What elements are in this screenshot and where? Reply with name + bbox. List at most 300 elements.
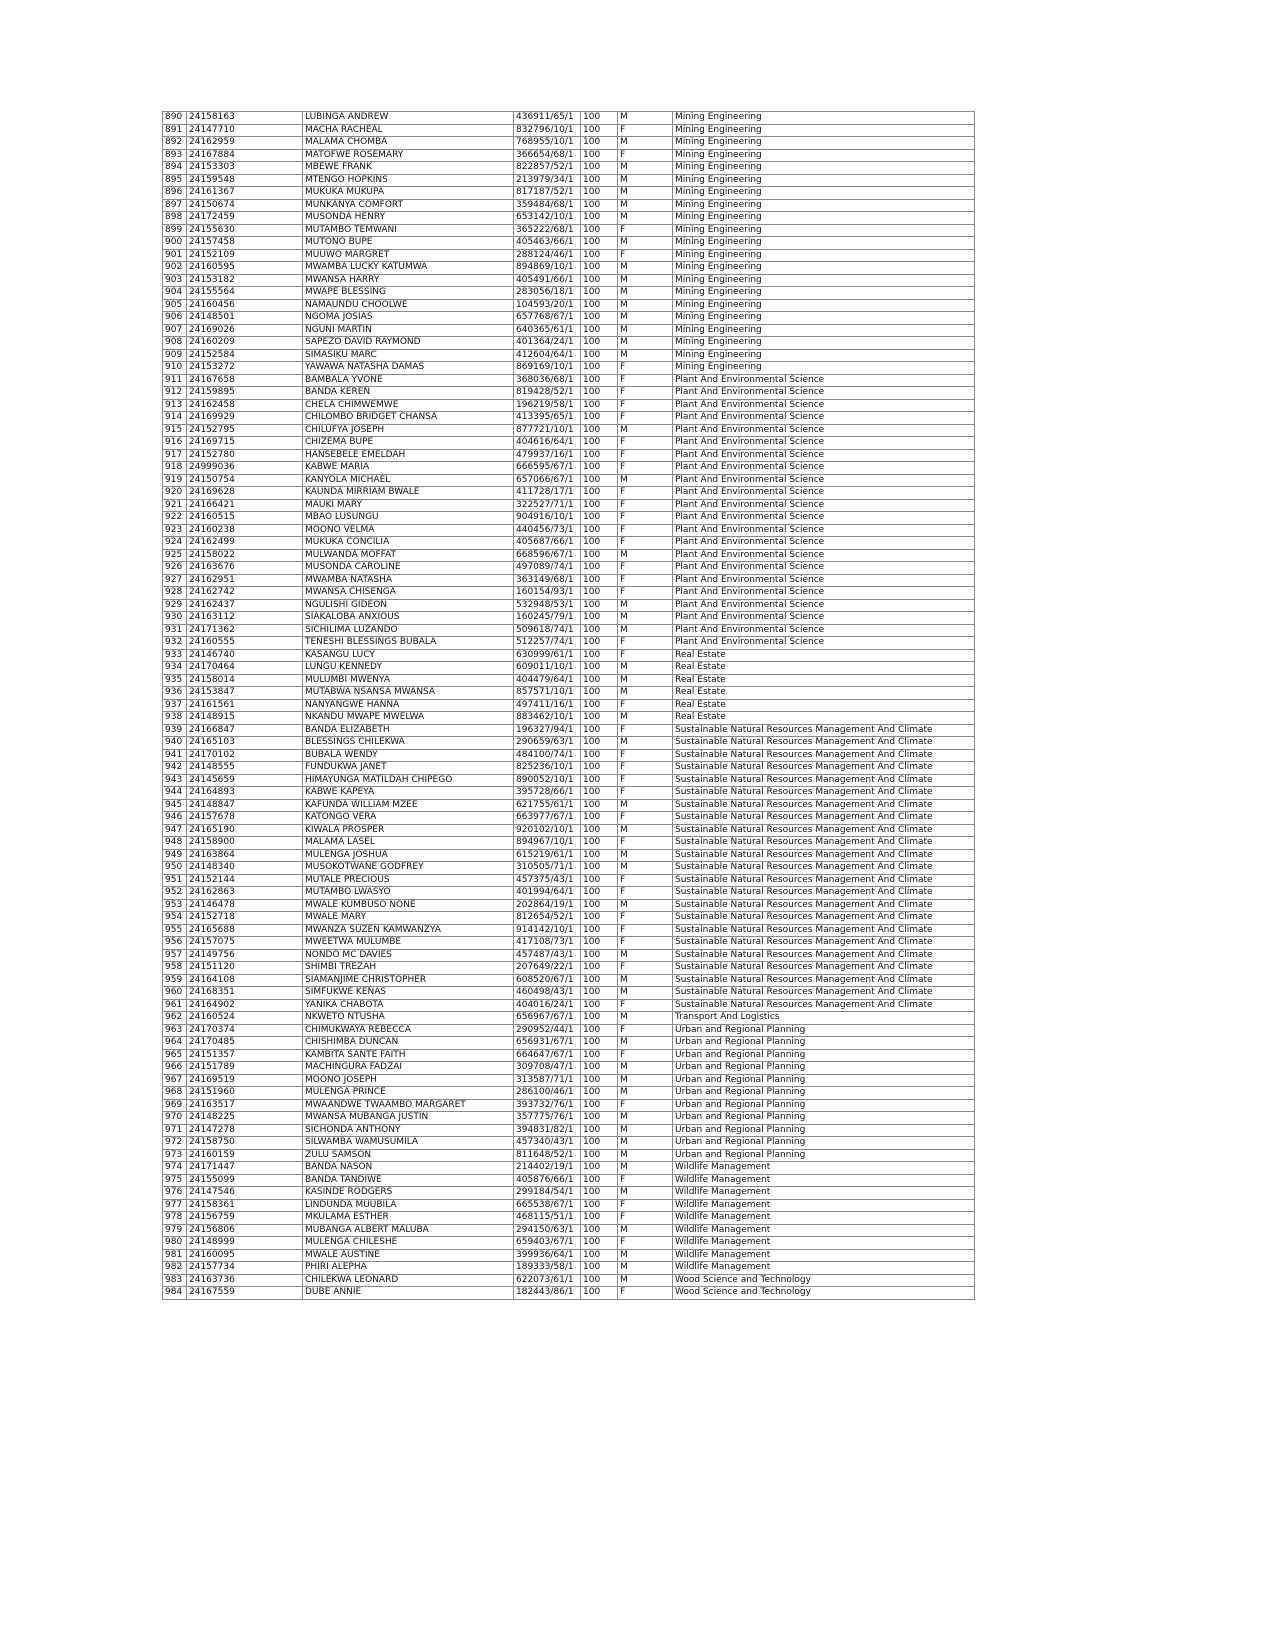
student-id-cell: 24162951	[187, 574, 303, 587]
programme-cell: Mining Engineering	[673, 212, 975, 225]
nrc-number-cell: 656967/67/1	[514, 1012, 581, 1025]
row-number-cell: 916	[163, 437, 187, 450]
programme-cell: Sustainable Natural Resources Management And Climate	[673, 887, 975, 900]
student-id-cell: 24158022	[187, 549, 303, 562]
student-name-cell: MOONO JOSEPH	[303, 1074, 514, 1087]
programme-cell: Plant And Environmental Science	[673, 412, 975, 425]
sex-cell: F	[618, 449, 673, 462]
student-name-cell: MWAANDWE TWAAMBO MARGARET	[303, 1099, 514, 1112]
nrc-number-cell: 363149/68/1	[514, 574, 581, 587]
row-number-cell: 928	[163, 587, 187, 600]
score-cell: 100	[581, 324, 618, 337]
table-row	[163, 387, 975, 400]
row-number-cell: 970	[163, 1112, 187, 1125]
nrc-number-cell: 405463/66/1	[514, 237, 581, 250]
programme-cell: Sustainable Natural Resources Management And Climate	[673, 812, 975, 825]
student-name-cell: KAFUNDA WILLIAM MZEE	[303, 799, 514, 812]
programme-cell: Real Estate	[673, 674, 975, 687]
score-cell: 100	[581, 812, 618, 825]
table-row	[163, 662, 975, 675]
student-name-cell: MUTAMBO LWASYO	[303, 887, 514, 900]
student-id-cell: 24159548	[187, 174, 303, 187]
student-name-cell: MAUKI MARY	[303, 499, 514, 512]
sex-cell: F	[618, 1099, 673, 1112]
programme-cell: Wood Science and Technology	[673, 1287, 975, 1300]
row-number-cell: 974	[163, 1162, 187, 1175]
sex-cell: F	[618, 962, 673, 975]
nrc-number-cell: 357775/76/1	[514, 1112, 581, 1125]
score-cell: 100	[581, 699, 618, 712]
score-cell: 100	[581, 1262, 618, 1275]
score-cell: 100	[581, 974, 618, 987]
sex-cell: M	[618, 949, 673, 962]
table-row	[163, 774, 975, 787]
row-number-cell: 981	[163, 1249, 187, 1262]
student-id-cell: 24152584	[187, 349, 303, 362]
table-row	[163, 1087, 975, 1100]
student-id-cell: 24153272	[187, 362, 303, 375]
table-row	[163, 1212, 975, 1225]
sex-cell: F	[618, 437, 673, 450]
student-name-cell: DUBE ANNIE	[303, 1287, 514, 1300]
programme-cell: Plant And Environmental Science	[673, 487, 975, 500]
student-id-cell: 24159895	[187, 387, 303, 400]
row-number-cell: 903	[163, 274, 187, 287]
score-cell: 100	[581, 462, 618, 475]
student-name-cell: BANDA NASON	[303, 1162, 514, 1175]
table-row	[163, 249, 975, 262]
sex-cell: F	[618, 224, 673, 237]
nrc-number-cell: 412604/64/1	[514, 349, 581, 362]
row-number-cell: 919	[163, 474, 187, 487]
programme-cell: Plant And Environmental Science	[673, 512, 975, 525]
student-name-cell: NONDO MC DAVIES	[303, 949, 514, 962]
row-number-cell: 941	[163, 749, 187, 762]
programme-cell: Wildlife Management	[673, 1262, 975, 1275]
row-number-cell: 905	[163, 299, 187, 312]
programme-cell: Plant And Environmental Science	[673, 449, 975, 462]
student-id-cell: 24158361	[187, 1199, 303, 1212]
nrc-number-cell: 664647/67/1	[514, 1049, 581, 1062]
row-number-cell: 939	[163, 724, 187, 737]
student-id-cell: 24147710	[187, 124, 303, 137]
nrc-number-cell: 290659/63/1	[514, 737, 581, 750]
sex-cell: M	[618, 1262, 673, 1275]
score-cell: 100	[581, 387, 618, 400]
student-id-cell: 24170464	[187, 662, 303, 675]
student-name-cell: MWALE MARY	[303, 912, 514, 925]
score-cell: 100	[581, 1137, 618, 1150]
table-row	[163, 374, 975, 387]
nrc-number-cell: 460498/43/1	[514, 987, 581, 1000]
sex-cell: F	[618, 1287, 673, 1300]
row-number-cell: 951	[163, 874, 187, 887]
table-row	[163, 449, 975, 462]
student-name-cell: KASINDE RODGERS	[303, 1187, 514, 1200]
table-row	[163, 874, 975, 887]
nrc-number-cell: 657066/67/1	[514, 474, 581, 487]
table-row	[163, 1237, 975, 1250]
row-number-cell: 915	[163, 424, 187, 437]
sex-cell: F	[618, 1049, 673, 1062]
score-cell: 100	[581, 1249, 618, 1262]
row-number-cell: 966	[163, 1062, 187, 1075]
table-row	[163, 299, 975, 312]
row-number-cell: 977	[163, 1199, 187, 1212]
table-row	[163, 1224, 975, 1237]
sex-cell: F	[618, 487, 673, 500]
table-row	[163, 137, 975, 150]
student-id-cell: 24152780	[187, 449, 303, 462]
programme-cell: Mining Engineering	[673, 274, 975, 287]
sex-cell: M	[618, 824, 673, 837]
student-name-cell: MWALE KUMBUSO NONE	[303, 899, 514, 912]
row-number-cell: 924	[163, 537, 187, 550]
student-name-cell: BAMBALA YVONE	[303, 374, 514, 387]
sex-cell: F	[618, 912, 673, 925]
student-id-cell: 24152144	[187, 874, 303, 887]
student-name-cell: MUTONO BUPE	[303, 237, 514, 250]
student-id-cell: 24170374	[187, 1024, 303, 1037]
nrc-number-cell: 512257/74/1	[514, 637, 581, 650]
student-id-cell: 24160555	[187, 637, 303, 650]
table-row	[163, 462, 975, 475]
programme-cell: Mining Engineering	[673, 287, 975, 300]
score-cell: 100	[581, 374, 618, 387]
nrc-number-cell: 665538/67/1	[514, 1199, 581, 1212]
programme-cell: Mining Engineering	[673, 299, 975, 312]
student-name-cell: MULENGA JOSHUA	[303, 849, 514, 862]
student-id-cell: 24160595	[187, 262, 303, 275]
row-number-cell: 942	[163, 762, 187, 775]
student-id-cell: 24163736	[187, 1274, 303, 1287]
student-name-cell: BANDA TANDIWE	[303, 1174, 514, 1187]
table-row	[163, 149, 975, 162]
programme-cell: Urban and Regional Planning	[673, 1087, 975, 1100]
score-cell: 100	[581, 249, 618, 262]
student-name-cell: KASANGU LUCY	[303, 649, 514, 662]
student-name-cell: MULENGA PRINCE	[303, 1087, 514, 1100]
programme-cell: Plant And Environmental Science	[673, 499, 975, 512]
student-name-cell: NGUNI MARTIN	[303, 324, 514, 337]
sex-cell: M	[618, 1124, 673, 1137]
table-row	[163, 437, 975, 450]
student-id-cell: 24172459	[187, 212, 303, 225]
nrc-number-cell: 160245/79/1	[514, 612, 581, 625]
score-cell: 100	[581, 649, 618, 662]
programme-cell: Mining Engineering	[673, 112, 975, 125]
sex-cell: F	[618, 524, 673, 537]
row-number-cell: 932	[163, 637, 187, 650]
sex-cell: M	[618, 299, 673, 312]
score-cell: 100	[581, 524, 618, 537]
table-row	[163, 787, 975, 800]
score-cell: 100	[581, 1049, 618, 1062]
student-id-cell: 24169929	[187, 412, 303, 425]
row-number-cell: 909	[163, 349, 187, 362]
row-number-cell: 955	[163, 924, 187, 937]
student-id-cell: 24151789	[187, 1062, 303, 1075]
student-name-cell: MUBANGA ALBERT MALUBA	[303, 1224, 514, 1237]
table-row	[163, 974, 975, 987]
student-id-cell: 24147278	[187, 1124, 303, 1137]
score-cell: 100	[581, 412, 618, 425]
score-cell: 100	[581, 824, 618, 837]
student-name-cell: MALAMA LASEL	[303, 837, 514, 850]
table-row	[163, 349, 975, 362]
programme-cell: Mining Engineering	[673, 199, 975, 212]
nrc-number-cell: 920102/10/1	[514, 824, 581, 837]
score-cell: 100	[581, 624, 618, 637]
sex-cell: M	[618, 737, 673, 750]
nrc-number-cell: 310505/71/1	[514, 862, 581, 875]
programme-cell: Plant And Environmental Science	[673, 437, 975, 450]
row-number-cell: 963	[163, 1024, 187, 1037]
sex-cell: M	[618, 1137, 673, 1150]
student-id-cell: 24166421	[187, 499, 303, 512]
student-name-cell: MULWANDA MOFFAT	[303, 549, 514, 562]
student-id-cell: 24148999	[187, 1237, 303, 1250]
student-name-cell: NGULISHI GIDEON	[303, 599, 514, 612]
programme-cell: Wildlife Management	[673, 1162, 975, 1175]
student-id-cell: 24162742	[187, 587, 303, 600]
nrc-number-cell: 290952/44/1	[514, 1024, 581, 1037]
student-id-cell: 24160159	[187, 1149, 303, 1162]
table-row	[163, 612, 975, 625]
nrc-number-cell: 365222/68/1	[514, 224, 581, 237]
programme-cell: Mining Engineering	[673, 249, 975, 262]
score-cell: 100	[581, 1274, 618, 1287]
nrc-number-cell: 630999/61/1	[514, 649, 581, 662]
student-id-cell: 24170102	[187, 749, 303, 762]
student-name-cell: LUNGU KENNEDY	[303, 662, 514, 675]
student-id-cell: 24164902	[187, 999, 303, 1012]
score-cell: 100	[581, 262, 618, 275]
table-row	[163, 1187, 975, 1200]
student-id-cell: 24160456	[187, 299, 303, 312]
nrc-number-cell: 894869/10/1	[514, 262, 581, 275]
nrc-number-cell: 904916/10/1	[514, 512, 581, 525]
row-number-cell: 936	[163, 687, 187, 700]
programme-cell: Wildlife Management	[673, 1237, 975, 1250]
score-cell: 100	[581, 299, 618, 312]
nrc-number-cell: 659403/67/1	[514, 1237, 581, 1250]
score-cell: 100	[581, 562, 618, 575]
score-cell: 100	[581, 1087, 618, 1100]
sex-cell: M	[618, 549, 673, 562]
student-name-cell: SIAMANJIME CHRISTOPHER	[303, 974, 514, 987]
table-row	[163, 324, 975, 337]
row-number-cell: 900	[163, 237, 187, 250]
table-row	[163, 1162, 975, 1175]
row-number-cell: 937	[163, 699, 187, 712]
sex-cell: M	[618, 162, 673, 175]
programme-cell: Sustainable Natural Resources Management And Climate	[673, 724, 975, 737]
student-id-cell: 24146478	[187, 899, 303, 912]
score-cell: 100	[581, 162, 618, 175]
student-name-cell: CHIMUKWAYA REBECCA	[303, 1024, 514, 1037]
student-name-cell: MUTABWA NSANSA MWANSA	[303, 687, 514, 700]
score-cell: 100	[581, 912, 618, 925]
row-number-cell: 890	[163, 112, 187, 125]
table-row	[163, 749, 975, 762]
sex-cell: F	[618, 399, 673, 412]
student-name-cell: SAPEZO DAVID RAYMOND	[303, 337, 514, 350]
score-cell: 100	[581, 362, 618, 375]
student-name-cell: MUTAMBO TEMWANI	[303, 224, 514, 237]
student-name-cell: MWANSA CHISENGA	[303, 587, 514, 600]
table-row	[163, 362, 975, 375]
sex-cell: M	[618, 262, 673, 275]
programme-cell: Plant And Environmental Science	[673, 637, 975, 650]
nrc-number-cell: 622073/61/1	[514, 1274, 581, 1287]
programme-cell: Sustainable Natural Resources Management And Climate	[673, 837, 975, 850]
table-row	[163, 1037, 975, 1050]
row-number-cell: 920	[163, 487, 187, 500]
student-name-cell: MUKUKA CONCILIA	[303, 537, 514, 550]
score-cell: 100	[581, 1149, 618, 1162]
table-row	[163, 274, 975, 287]
programme-cell: Mining Engineering	[673, 137, 975, 150]
nrc-number-cell: 479937/16/1	[514, 449, 581, 462]
row-number-cell: 979	[163, 1224, 187, 1237]
nrc-number-cell: 366654/68/1	[514, 149, 581, 162]
row-number-cell: 918	[163, 462, 187, 475]
score-cell: 100	[581, 849, 618, 862]
student-id-cell: 24148555	[187, 762, 303, 775]
student-name-cell: BANDA ELIZABETH	[303, 724, 514, 737]
student-id-cell: 24151120	[187, 962, 303, 975]
programme-cell: Sustainable Natural Resources Management And Climate	[673, 749, 975, 762]
nrc-number-cell: 417108/73/1	[514, 937, 581, 950]
student-name-cell: NANYANGWE HANNA	[303, 699, 514, 712]
nrc-number-cell: 322527/71/1	[514, 499, 581, 512]
row-number-cell: 984	[163, 1287, 187, 1300]
sex-cell: M	[618, 1074, 673, 1087]
nrc-number-cell: 288124/46/1	[514, 249, 581, 262]
row-number-cell: 949	[163, 849, 187, 862]
row-number-cell: 940	[163, 737, 187, 750]
nrc-number-cell: 196327/94/1	[514, 724, 581, 737]
row-number-cell: 934	[163, 662, 187, 675]
nrc-number-cell: 532948/53/1	[514, 599, 581, 612]
table-row	[163, 1074, 975, 1087]
student-id-cell: 24163112	[187, 612, 303, 625]
score-cell: 100	[581, 962, 618, 975]
sex-cell: M	[618, 1162, 673, 1175]
sex-cell: F	[618, 812, 673, 825]
nrc-number-cell: 819428/52/1	[514, 387, 581, 400]
student-id-cell: 24156806	[187, 1224, 303, 1237]
nrc-number-cell: 313587/71/1	[514, 1074, 581, 1087]
student-id-cell: 24169026	[187, 324, 303, 337]
row-number-cell: 956	[163, 937, 187, 950]
table-row	[163, 262, 975, 275]
programme-cell: Real Estate	[673, 662, 975, 675]
programme-cell: Transport And Logistics	[673, 1012, 975, 1025]
score-cell: 100	[581, 149, 618, 162]
nrc-number-cell: 811648/52/1	[514, 1149, 581, 1162]
score-cell: 100	[581, 112, 618, 125]
nrc-number-cell: 825236/10/1	[514, 762, 581, 775]
sex-cell: M	[618, 237, 673, 250]
table-row	[163, 1024, 975, 1037]
student-name-cell: YANIKA CHABOTA	[303, 999, 514, 1012]
student-name-cell: SIMFUKWE KENAS	[303, 987, 514, 1000]
student-id-cell: 24160524	[187, 1012, 303, 1025]
student-name-cell: MWAPE BLESSING	[303, 287, 514, 300]
nrc-number-cell: 663977/67/1	[514, 812, 581, 825]
student-name-cell: MUSONDA CAROLINE	[303, 562, 514, 575]
student-name-cell: HANSEBELE EMELDAH	[303, 449, 514, 462]
sex-cell: M	[618, 849, 673, 862]
sex-cell: F	[618, 149, 673, 162]
student-name-cell: MUTALE PRECIOUS	[303, 874, 514, 887]
score-cell: 100	[581, 987, 618, 1000]
student-id-cell: 24158163	[187, 112, 303, 125]
sex-cell: M	[618, 212, 673, 225]
table-row	[163, 799, 975, 812]
nrc-number-cell: 869169/10/1	[514, 362, 581, 375]
sex-cell: M	[618, 112, 673, 125]
student-id-cell: 24148915	[187, 712, 303, 725]
student-id-cell: 24145659	[187, 774, 303, 787]
row-number-cell: 962	[163, 1012, 187, 1025]
row-number-cell: 896	[163, 187, 187, 200]
student-name-cell: TENESHI BLESSINGS BUBALA	[303, 637, 514, 650]
student-id-cell: 24158750	[187, 1137, 303, 1150]
table-row	[163, 1174, 975, 1187]
table-row	[163, 1149, 975, 1162]
student-id-cell: 24151357	[187, 1049, 303, 1062]
score-cell: 100	[581, 712, 618, 725]
student-id-cell: 24153303	[187, 162, 303, 175]
row-number-cell: 891	[163, 124, 187, 137]
student-id-cell: 24155099	[187, 1174, 303, 1187]
nrc-number-cell: 883462/10/1	[514, 712, 581, 725]
nrc-number-cell: 436911/65/1	[514, 112, 581, 125]
nrc-number-cell: 822857/52/1	[514, 162, 581, 175]
nrc-number-cell: 286100/46/1	[514, 1087, 581, 1100]
programme-cell: Wildlife Management	[673, 1212, 975, 1225]
row-number-cell: 950	[163, 862, 187, 875]
table-row	[163, 474, 975, 487]
student-id-cell: 24157075	[187, 937, 303, 950]
score-cell: 100	[581, 124, 618, 137]
student-name-cell: SICHILIMA LUZANDO	[303, 624, 514, 637]
table-row	[163, 1124, 975, 1137]
score-cell: 100	[581, 549, 618, 562]
student-name-cell: NKANDU MWAPE MWELWA	[303, 712, 514, 725]
table-row	[163, 1012, 975, 1025]
row-number-cell: 954	[163, 912, 187, 925]
table-row	[163, 624, 975, 637]
nrc-number-cell: 656931/67/1	[514, 1037, 581, 1050]
sex-cell: F	[618, 999, 673, 1012]
score-cell: 100	[581, 1224, 618, 1237]
table-row	[163, 512, 975, 525]
programme-cell: Plant And Environmental Science	[673, 562, 975, 575]
sex-cell: F	[618, 124, 673, 137]
programme-cell: Sustainable Natural Resources Management And Climate	[673, 799, 975, 812]
sex-cell: M	[618, 1274, 673, 1287]
student-name-cell: CHELA CHIMWEMWE	[303, 399, 514, 412]
student-name-cell: NGOMA JOSIAS	[303, 312, 514, 325]
student-id-cell: 24157678	[187, 812, 303, 825]
student-name-cell: KANYOLA MICHAEL	[303, 474, 514, 487]
programme-cell: Urban and Regional Planning	[673, 1149, 975, 1162]
student-id-cell: 24162499	[187, 537, 303, 550]
